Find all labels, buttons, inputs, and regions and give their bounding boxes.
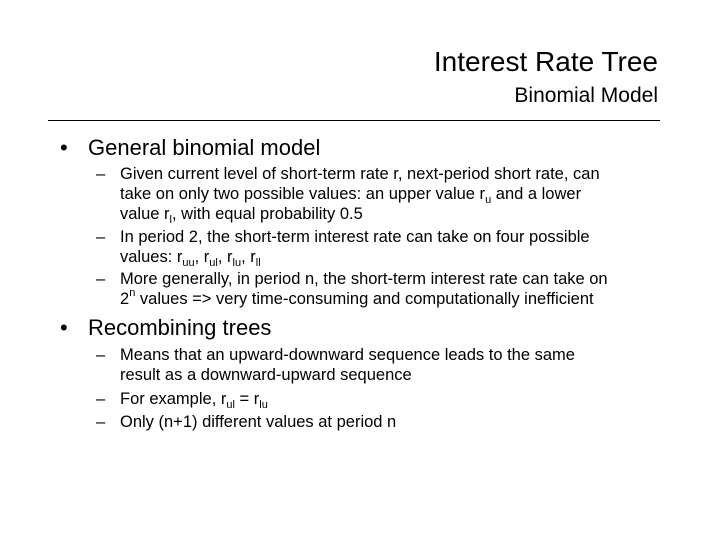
- slide-title: Interest Rate Tree: [433, 46, 658, 77]
- slide-subtitle: Binomial Model: [514, 84, 658, 107]
- dash-icon: –: [96, 270, 106, 288]
- sub-item-line: take on only two possible values: an upper value $r_u$ and a lower: [120, 185, 582, 206]
- sub-item-line: More generally, in period n, the short-term interest rate can take on: [120, 270, 608, 288]
- sub-item-line: 2$^n$ values => very time-consuming and computationally inefficient: [120, 287, 594, 308]
- dash-icon: –: [96, 228, 106, 246]
- sub-item-n-plus-1-values: [96, 412, 676, 434]
- bullet-recombining-trees: [60, 314, 271, 342]
- sub-item-example: [96, 389, 676, 411]
- sub-item-line: For example, $r_{ul} = r_{lu}$: [120, 390, 268, 411]
- sub-item-binomial-values: [96, 164, 676, 226]
- sub-item-line: In period 2, the short-term interest rate can take on four possible: [120, 228, 590, 246]
- bullet-label: Recombining trees: [88, 315, 272, 340]
- sub-item-period-2: [96, 227, 676, 269]
- bullet-icon: •: [60, 315, 68, 340]
- dash-icon: –: [96, 390, 106, 408]
- sub-item-line: Given current level of short-term rate r, next-period short rate, can: [120, 165, 600, 183]
- sub-item-line: value $r_l$, with equal probability 0.5: [120, 205, 363, 226]
- bullet-icon: •: [60, 135, 68, 160]
- title-divider: [48, 120, 660, 121]
- sub-item-recombining-definition: [96, 345, 676, 387]
- sub-item-line: values: $r_{uu}$, $r_{ul}$, $r_{lu}$, $r_{ll}$: [120, 248, 261, 269]
- dash-icon: –: [96, 346, 106, 364]
- dash-icon: –: [96, 165, 106, 183]
- sub-item-line: Only (n+1) different values at period n: [120, 413, 397, 431]
- sub-item-line: result as a downward-upward sequence: [120, 366, 412, 384]
- sub-item-line: Means that an upward-downward sequence leads to the same: [120, 346, 575, 364]
- bullet-label: General binomial model: [88, 135, 321, 160]
- sub-item-period-n: [96, 269, 676, 311]
- bullet-general-binomial-model: [60, 134, 320, 162]
- dash-icon: –: [96, 413, 106, 431]
